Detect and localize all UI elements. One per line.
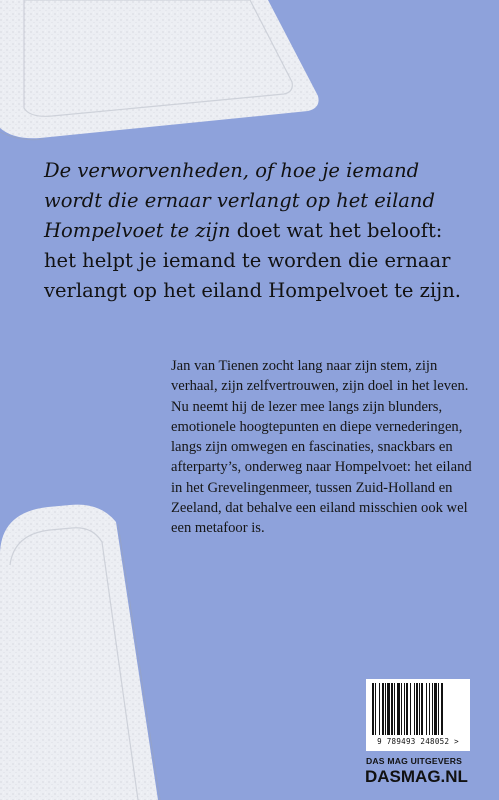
publisher-name: DAS MAG UITGEVERS bbox=[366, 756, 463, 766]
barcode bbox=[366, 679, 470, 751]
book-title-italic: De verworvenheden, of hoe je iemand wordt die ernaar verlangt op het eiland Hompelvoet te zijn bbox=[44, 159, 435, 242]
author-summary: Jan van Tienen zocht lang naar zijn stem, zijn verhaal, zijn zelfvertrouwen, zijn doel in het leven. Nu neemt hij de lezer mee langs zijn blunders, emotionele hoogtepunten en diepe vernederingen, langs zijn omwegen en fascinaties, snackbars en afterparty’s, onderweg naar Hompelvoet: het eiland in het Grevelingenmeer, tussen Zuid-Holland en Zeeland, dat behalve een eiland misschien ook wel een metafoor is. bbox=[171, 358, 472, 537]
top-plate-shape bbox=[0, 0, 319, 138]
blurb-text: doet wat het belooft: het helpt je iemand te worden die ernaar verlangt op het eiland Hompelvoet te zijn. bbox=[44, 219, 461, 302]
bottom-plate-shape bbox=[0, 505, 158, 800]
publisher-website: DASMAG.NL bbox=[365, 767, 468, 786]
book-blurb bbox=[44, 156, 474, 306]
isbn-number: 9 789493 248052 > bbox=[377, 737, 459, 746]
barcode-bars bbox=[370, 683, 466, 735]
